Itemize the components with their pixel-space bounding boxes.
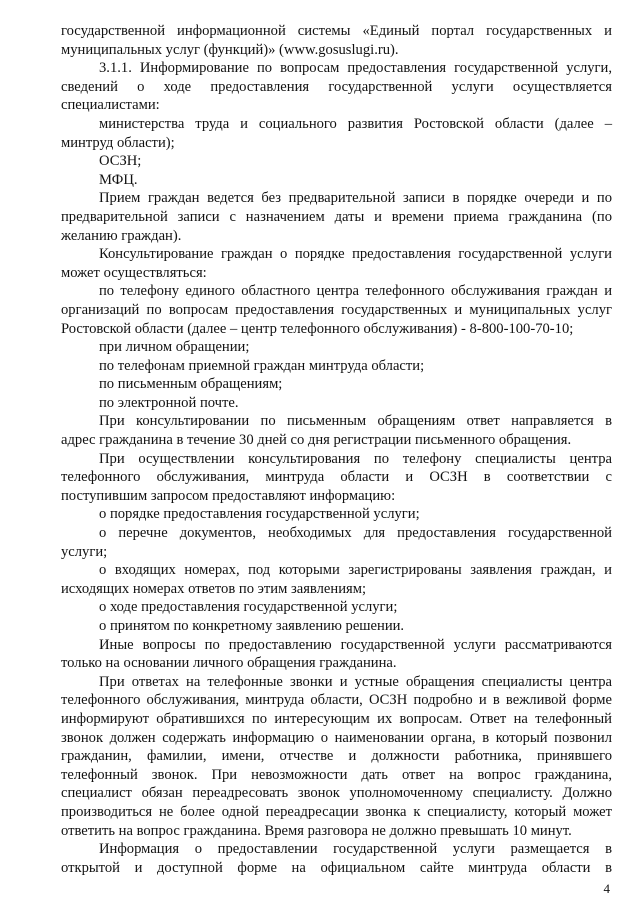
text-line: по телефонам приемной граждан минтруда области; — [99, 357, 425, 374]
text-line: исходящих номерах ответов по этим заявлениям; — [61, 580, 367, 597]
text-line: по письменным обращениям; — [99, 376, 283, 393]
text-line: ответить на вопрос гражданина. Время разговора не должно превышать 10 минут. — [61, 822, 572, 839]
text-line: желанию граждан). — [61, 227, 182, 244]
text-line: звонок должен содержать информацию о наименовании органа, в который позвонил — [61, 729, 612, 746]
text-line: МФЦ. — [99, 171, 138, 188]
text-line: только на основании личного обращения гражданина. — [61, 655, 397, 672]
text-line: муниципальных услуг (функций)» (www.gosuslugi.ru). — [61, 41, 399, 58]
text-line: о принятом по конкретному заявлению решении. — [99, 618, 405, 634]
text-line: минтруд области); — [61, 134, 175, 151]
text-line: может осуществляться: — [61, 264, 207, 281]
text-line: Информация о предоставлении государственной услуги размещается в — [99, 841, 612, 858]
text-line: 3.1.1. Информирование по вопросам предоставления государственной услуги, — [99, 60, 612, 77]
text-line: по электронной почте. — [99, 394, 239, 411]
text-line: информируют обратившихся по интересующим их вопросам. Ответ на телефонный — [61, 710, 612, 727]
text-line: министерства труда и социального развития Ростовской области (далее – — [99, 115, 612, 132]
text-line: адрес гражданина в течение 30 дней со дня регистрации письменного обращения. — [61, 432, 572, 449]
text-line: предварительной записи с назначением даты и времени приема гражданина (по — [61, 208, 612, 225]
text-line: открытой и доступной форме на официальном сайте минтруда области в — [61, 859, 612, 876]
text-line: При ответах на телефонные звонки и устные обращения специалисты центра — [99, 673, 612, 690]
text-line: Иные вопросы по предоставлению государственной услуги рассматриваются — [99, 636, 612, 653]
text-line: телефонного обслуживания, минтруда области, ОСЗН подробно и в вежливой форме — [61, 692, 612, 709]
text-line: специалист обязан переадресовать звонок уполномоченному специалисту. Должно — [61, 785, 612, 802]
text-line: ОСЗН; — [99, 153, 142, 170]
text-line: поступившим запросом предоставляют информацию: — [61, 487, 396, 504]
text-line: о порядке предоставления государственной услуги; — [99, 506, 420, 523]
text-line: Ростовской области (далее – центр телефонного обслуживания) - 8-800-100-70-10; — [61, 320, 574, 337]
text-line: услуги; — [61, 543, 108, 560]
text-line: по телефону единого областного центра телефонного обслуживания граждан и — [99, 283, 612, 300]
text-line: сведений о ходе предоставления государственной услуги осуществляется — [61, 78, 612, 95]
text-line: Прием граждан ведется без предварительной записи в порядке очереди и по — [99, 190, 612, 207]
text-line: телефонного обслуживания, минтруда области и ОСЗН в соответствии с — [61, 469, 612, 486]
text-line: при личном обращении; — [99, 339, 250, 356]
text-line: о входящих номерах, под которыми зарегистрированы заявления граждан, и — [99, 562, 612, 579]
page-number: 4 — [603, 881, 610, 896]
text-line: При осуществлении консультирования по телефону специалисты центра — [99, 450, 612, 467]
text-line: организаций по вопросам предоставления государственных и муниципальных услуг — [61, 301, 612, 318]
text-line: специалистами: — [61, 97, 160, 114]
text-line: о ходе предоставления государственной услуги; — [99, 599, 398, 616]
text-line: производиться не более одной переадресации звонка к специалисту, который может — [61, 803, 612, 820]
text-line: государственной информационной системы «Единый портал государственных и — [61, 23, 612, 39]
text-line: гражданин, фамилии, имени, отчестве и должности работника, принявшего — [61, 748, 612, 765]
text-line: Консультирование граждан о порядке предоставления государственной услуги — [99, 246, 612, 263]
text-line: телефонный звонок. При невозможности дать ответ на вопрос гражданина, — [61, 766, 612, 783]
text-line: При консультировании по письменным обращениям ответ направляется в — [99, 413, 612, 430]
document-page — [61, 22, 612, 877]
text-line: о перечне документов, необходимых для предоставления государственной — [99, 525, 612, 542]
